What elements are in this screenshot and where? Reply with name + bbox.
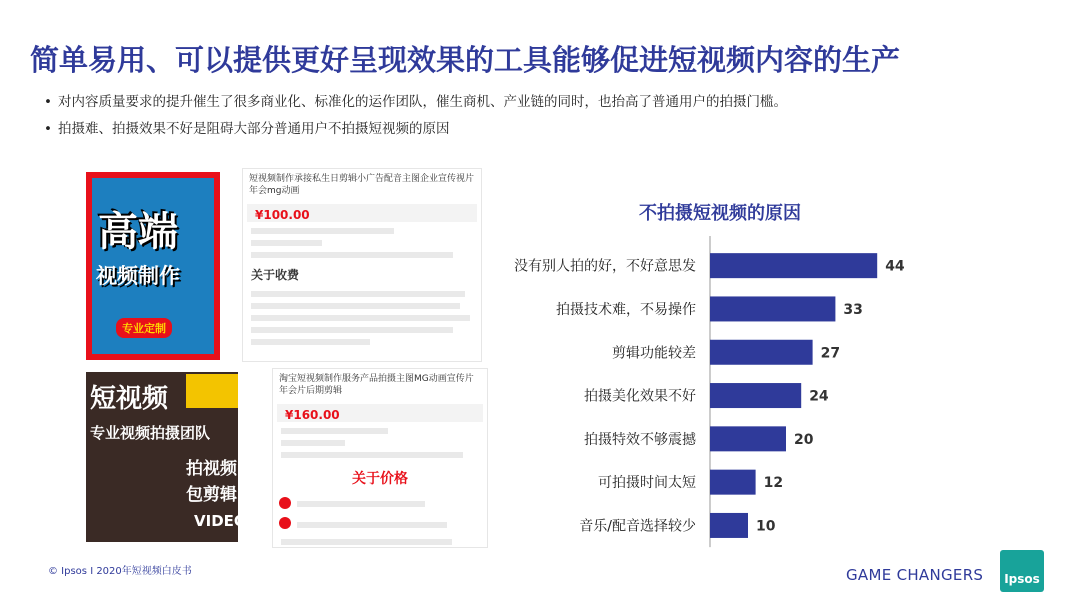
bar-value-label: 10 — [756, 518, 776, 535]
category-label: 剪辑功能较差 — [612, 345, 696, 362]
category-label: 拍摄特效不够震撼 — [584, 431, 696, 448]
bar — [710, 470, 756, 495]
category-label: 拍摄美化效果不好 — [584, 388, 696, 405]
panel1-section: 关于收费 — [251, 268, 300, 282]
bar — [710, 340, 813, 365]
category-label: 没有别人拍的好，不好意思发 — [514, 258, 696, 275]
panel1-heading: 短视频制作承接私生日剪辑小广告配音主图企业宣传视片年会mg动画 — [249, 174, 475, 196]
brand-tagline: GAME CHANGERS — [846, 566, 984, 584]
bar — [710, 383, 801, 408]
bar-value-label: 44 — [885, 258, 905, 275]
page-title: 简单易用、可以提供更好呈现效果的工具能够促进短视频内容的生产 — [30, 43, 901, 77]
bar-value-label: 33 — [843, 301, 863, 318]
bar-value-label: 20 — [794, 431, 814, 448]
bullet-item-1: • 对内容质量要求的提升催生了很多商业化、标准化的运作团队，催生商机、产业链的同时，也抬高了普通用户的拍摄门槛。 — [44, 94, 787, 110]
panel2-price: ¥160.00 — [285, 408, 340, 422]
listing-panel-2 — [272, 368, 488, 548]
bar-value-label: 27 — [820, 345, 841, 362]
bar-value-label: 24 — [809, 388, 829, 405]
bar — [710, 426, 786, 451]
category-label: 可拍摄时间太短 — [598, 475, 696, 492]
panel2-heading: 淘宝短视频制作服务产品拍摄主图MG动画宣传片年会片后期剪辑 — [279, 374, 474, 396]
ad2-line1: 短视频 — [90, 384, 169, 414]
bar-value-label: 12 — [763, 475, 784, 492]
bullet-item-2: • 拍摄难、拍摄效果不好是阻碍大部分普通用户不拍摄短视频的原因 — [44, 121, 450, 137]
ad2-line3: 拍视频 包剪辑 — [186, 459, 237, 505]
ad1-line2: 视频制作 — [96, 264, 180, 288]
ad2-line2: 专业视频拍摄团队 — [90, 424, 211, 442]
chart-title: 不拍摄短视频的原因 — [639, 203, 801, 224]
bullet-text-1: 对内容质量要求的提升催生了很多商业化、标准化的运作团队，催生商机、产业链的同时，也抬高了普通用户的拍摄门槛。 — [58, 94, 787, 110]
bar-chart — [500, 232, 905, 542]
listing-panel-1 — [242, 168, 482, 362]
ad2-line5: VIDEO — [194, 512, 247, 530]
panel2-section: 关于价格 — [352, 471, 408, 487]
ipsos-logo: Ipsos — [1000, 550, 1044, 592]
bar — [710, 513, 748, 538]
category-label: 音乐/配音选择较少 — [579, 518, 696, 535]
ad1-line1: 高端 — [98, 209, 178, 255]
bullet-list — [44, 92, 787, 146]
ad-image-high-end-video — [86, 172, 220, 360]
panel1-price: ¥100.00 — [255, 208, 310, 222]
bar — [710, 296, 835, 321]
category-label: 拍摄技术难，不易操作 — [556, 301, 696, 318]
bar — [710, 253, 877, 278]
ad-image-video-team — [86, 372, 247, 542]
footer-copyright: © Ipsos I 2020年短视频白皮书 — [48, 566, 192, 577]
ad1-tag: 专业定制 — [116, 318, 172, 338]
bullet-text-2: 拍摄难、拍摄效果不好是阻碍大部分普通用户不拍摄短视频的原因 — [58, 121, 450, 137]
